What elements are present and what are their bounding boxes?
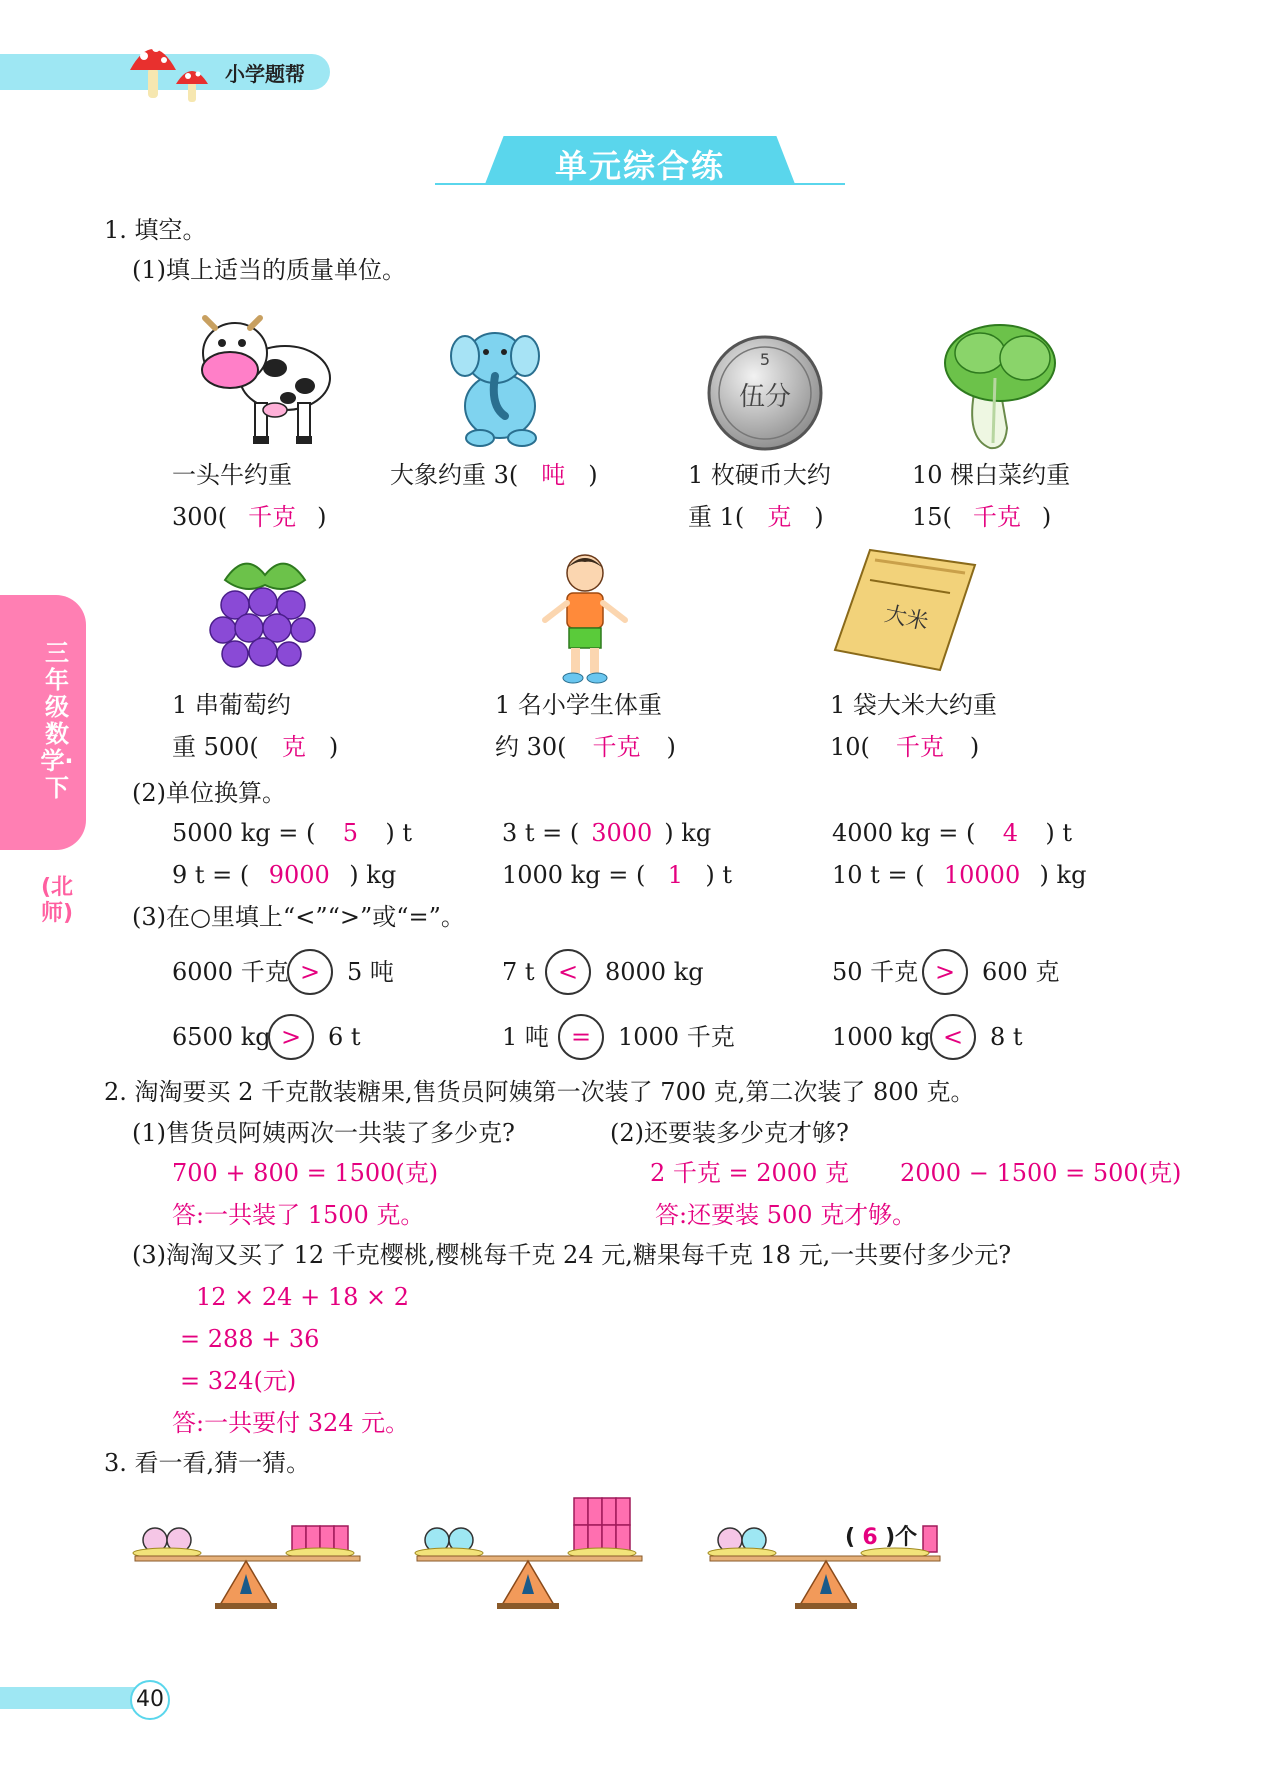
q2-part3: (3)淘淘又买了 12 千克樱桃,樱桃每千克 24 元,糖果每千克 18 元,一共要付多少元? [132, 1241, 1012, 1269]
cow-answer: 千克 [248, 503, 297, 531]
grapes-line1: 1 串葡萄约 [172, 691, 291, 719]
coin-line2: 重 1( 克 ) [688, 503, 824, 531]
grapes-answer: 克 [281, 733, 306, 761]
page-title: 单元综合练 [554, 147, 725, 185]
compare-3-sign: > [922, 949, 968, 995]
q1-part3-heading: (3)在○里填上“<”“>”或“=”。 [132, 903, 465, 931]
q2-part3-answer: 答:一共要付 324 元。 [172, 1409, 410, 1437]
q1-part1-heading: (1)填上适当的质量单位。 [132, 256, 406, 284]
elephant-icon [440, 316, 555, 451]
compare-1-sign: > [287, 949, 333, 995]
compare-4-sign: > [268, 1014, 314, 1060]
conversion-5: 1000 kg = ( 1 ) t [502, 861, 732, 889]
q2-part2: (2)还要装多少克才够? [610, 1119, 849, 1147]
conversion-1: 5000 kg = ( 5 ) t [172, 819, 412, 847]
cow-line2: 300( 千克 ) [172, 503, 327, 531]
elephant-line1: 大象约重 3( 吨 ) [390, 461, 598, 489]
page-number: 40 [130, 1680, 170, 1720]
q3-heading: 3. 看一看,猜一猜。 [104, 1449, 311, 1477]
footer-band [0, 1687, 150, 1709]
student-line1: 1 名小学生体重 [495, 691, 662, 719]
q2-heading: 2. 淘淘要买 2 千克散装糖果,售货员阿姨第一次装了 700 克,第二次装了 800 克。 [104, 1078, 975, 1106]
compare-1-left: 6000 千克 [172, 958, 289, 986]
balance-scale-1 [130, 1490, 370, 1615]
q1-heading: 1. 填空。 [104, 216, 207, 244]
q2-part3-calc-line3: = 324(元) [180, 1367, 297, 1395]
compare-5-sign: = [558, 1014, 604, 1060]
student-answer: 千克 [592, 733, 641, 761]
compare-3-left: 50 千克 [832, 958, 919, 986]
q2-part1-calc: 700 + 800 = 1500(克) [172, 1159, 439, 1187]
cabbage-line2: 15( 千克 ) [912, 503, 1052, 531]
conversion-3: 4000 kg = ( 4 ) t [832, 819, 1072, 847]
balance-scale-2 [412, 1490, 652, 1615]
compare-1-right: 5 吨 [347, 958, 394, 986]
cabbage-line1: 10 棵白菜约重 [912, 461, 1071, 489]
q2-part2-calc1: 2 千克 = 2000 克 [650, 1159, 849, 1187]
conversion-6: 10 t = ( 10000 ) kg [832, 861, 1087, 889]
coin-text: 伍分 [738, 382, 792, 412]
compare-6-sign: < [930, 1014, 976, 1060]
q2-part2-answer: 答:还要装 500 克才够。 [655, 1201, 917, 1229]
compare-5-left: 1 吨 [502, 1023, 549, 1051]
q2-part1-answer: 答:一共装了 1500 克。 [172, 1201, 425, 1229]
compare-6-left: 1000 kg [832, 1023, 931, 1051]
grapes-icon [205, 550, 325, 685]
compare-6-right: 8 t [990, 1023, 1023, 1051]
rice-answer: 千克 [895, 733, 944, 761]
cow-line1: 一头牛约重 [172, 461, 292, 489]
rice-bag-text: 大米 [882, 601, 931, 636]
cabbage-answer: 千克 [972, 503, 1021, 531]
brand-label: 小学题帮 [225, 62, 305, 86]
cabbage-icon [935, 318, 1065, 453]
q2-part1: (1)售货员阿姨两次一共装了多少克? [132, 1119, 515, 1147]
q1-part2-heading: (2)单位换算。 [132, 779, 286, 807]
elephant-answer: 吨 [541, 461, 566, 489]
coin-answer: 克 [767, 503, 792, 531]
scale-3-blank: ( 6 )个 [845, 1523, 917, 1553]
rice-line1: 1 袋大米大约重 [830, 691, 997, 719]
svg-text:5: 5 [759, 350, 771, 369]
rice-bag-icon [830, 545, 980, 675]
mushroom-icon [128, 34, 228, 106]
q2-part3-calc-line2: = 288 + 36 [180, 1325, 320, 1353]
compare-4-right: 6 t [328, 1023, 361, 1051]
coin-icon [705, 333, 825, 453]
conversion-4: 9 t = ( 9000 ) kg [172, 861, 397, 889]
rice-line2: 10( 千克 ) [830, 733, 980, 761]
compare-2-sign: < [545, 949, 591, 995]
side-tab-sub: (北师) [40, 875, 74, 926]
student-line2: 约 30( 千克 ) [495, 733, 676, 761]
scale-3-answer: 6 [862, 1525, 878, 1550]
student-icon [535, 548, 635, 688]
q2-part2-calc2: 2000 − 1500 = 500(克) [900, 1159, 1182, 1187]
compare-2-right: 8000 kg [605, 958, 704, 986]
side-tab-label: 三年级数学·下 [40, 639, 74, 802]
compare-3-right: 600 克 [982, 958, 1060, 986]
cow-icon [180, 298, 335, 453]
compare-2-left: 7 t [502, 958, 535, 986]
grapes-line2: 重 500( 克 ) [172, 733, 339, 761]
compare-5-right: 1000 千克 [618, 1023, 735, 1051]
q2-part3-calc-line1: 12 × 24 + 18 × 2 [196, 1283, 409, 1311]
conversion-2: 3 t = ( 3000 ) kg [502, 819, 712, 847]
coin-line1: 1 枚硬币大约 [688, 461, 831, 489]
compare-4-left: 6500 kg [172, 1023, 271, 1051]
